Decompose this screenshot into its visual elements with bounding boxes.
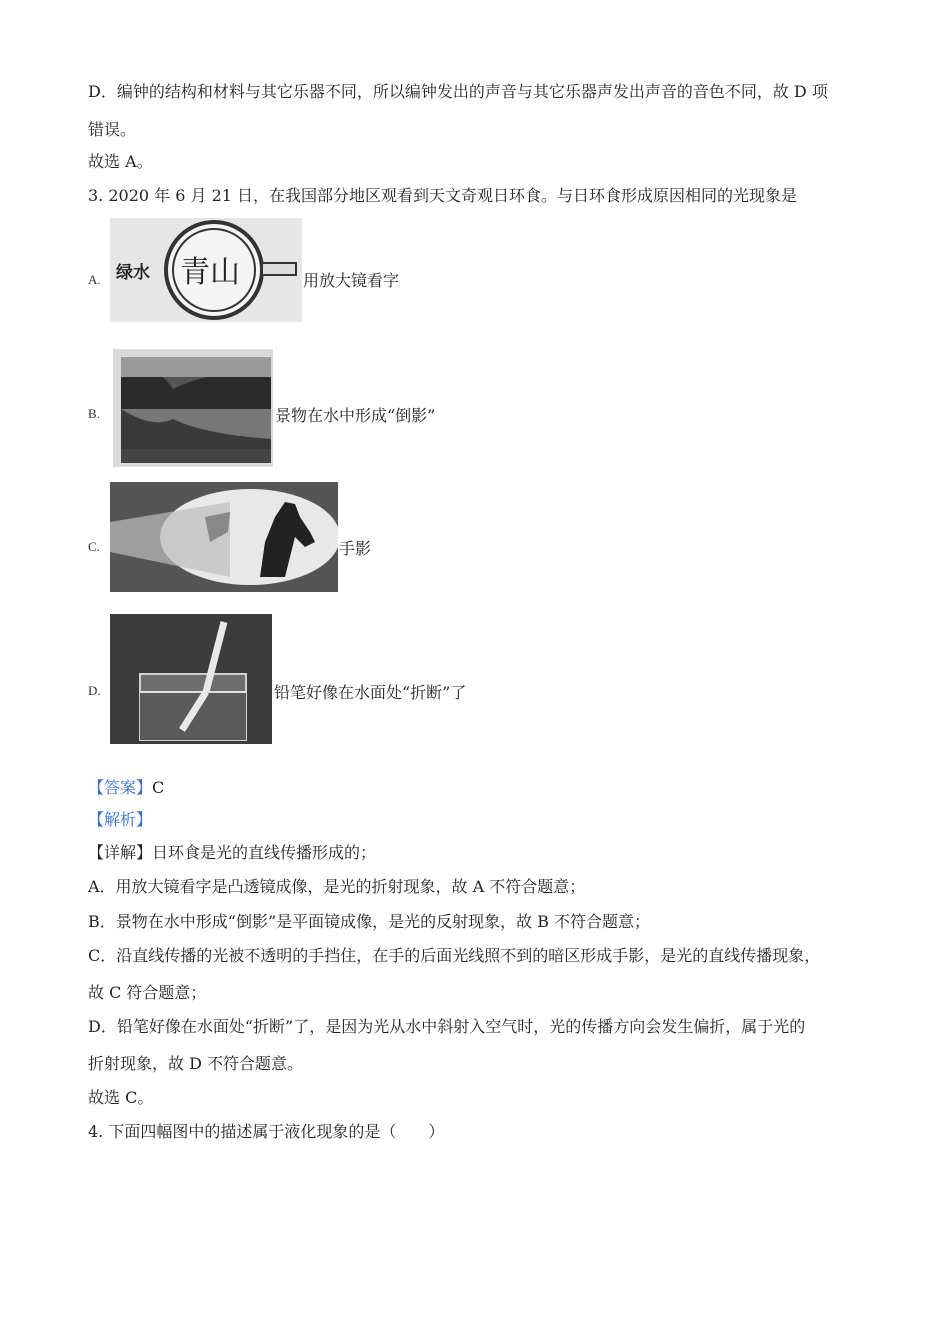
option-a-text: 用放大镜看字 <box>303 271 400 290</box>
answer-value: C <box>152 778 165 797</box>
q3-choose: 故选 C。 <box>88 1088 154 1107</box>
reflection-image <box>113 349 273 467</box>
explanation-a: A．用放大镜看字是凸透镜成像，是光的折射现象，故 A 不符合题意； <box>88 877 586 896</box>
q4-stem: 4. 下面四幅图中的描述属于液化现象的是（ ） <box>88 1122 445 1141</box>
prev-explanation-d: D．编钟的结构和材料与其它乐器不同，所以编钟发出的声音与其它乐器声发出声音的音色不同，故 D 项 <box>88 82 828 101</box>
option-c-text: 手影 <box>339 539 372 558</box>
explanation-b: B．景物在水中形成“倒影”是平面镜成像，是光的反射现象，故 B 不符合题意； <box>88 912 651 931</box>
option-d-text: 铅笔好像在水面处“折断”了 <box>274 683 467 702</box>
q3-stem: 3. 2020 年 6 月 21 日，在我国部分地区观看到天文奇观日环食。与日环食形成原因相同的光现象是 <box>88 186 798 205</box>
explanation-d-cont: 折射现象，故 D 不符合题意。 <box>88 1054 304 1073</box>
magnifier-image <box>110 218 302 322</box>
pencil-in-water-image <box>110 614 272 744</box>
answer-label: 【答案】 <box>88 778 153 797</box>
magnifier-word-small: 绿水 <box>116 263 150 283</box>
option-b-text: 景物在水中形成“倒影” <box>275 406 436 425</box>
magnifier-word-large: 青山 <box>180 255 240 290</box>
option-d-letter: D. <box>88 683 101 698</box>
explanation-d: D．铅笔好像在水面处“折断”了，是因为光从水中斜射入空气时，光的传播方向会发生偏折，属于光的 <box>88 1017 806 1036</box>
explanation-c: C．沿直线传播的光被不透明的手挡住，在手的后面光线照不到的暗区形成手影，是光的直线传播现象， <box>88 946 821 965</box>
option-c-letter: C. <box>88 539 100 554</box>
prev-choose: 故选 A。 <box>88 152 153 171</box>
detail-first: 日环食是光的直线传播形成的； <box>152 843 377 862</box>
answer-line <box>88 778 164 798</box>
prev-explanation-d-cont: 错误。 <box>88 120 137 139</box>
option-a-letter: A. <box>88 272 101 287</box>
hand-shadow-image <box>110 482 338 592</box>
explanation-c-cont: 故 C 符合题意； <box>88 983 207 1002</box>
detail-label: 【详解】 <box>88 843 153 862</box>
detail-line <box>88 843 376 863</box>
option-b-letter: B. <box>88 406 100 421</box>
analysis-label: 【解析】 <box>88 810 153 829</box>
